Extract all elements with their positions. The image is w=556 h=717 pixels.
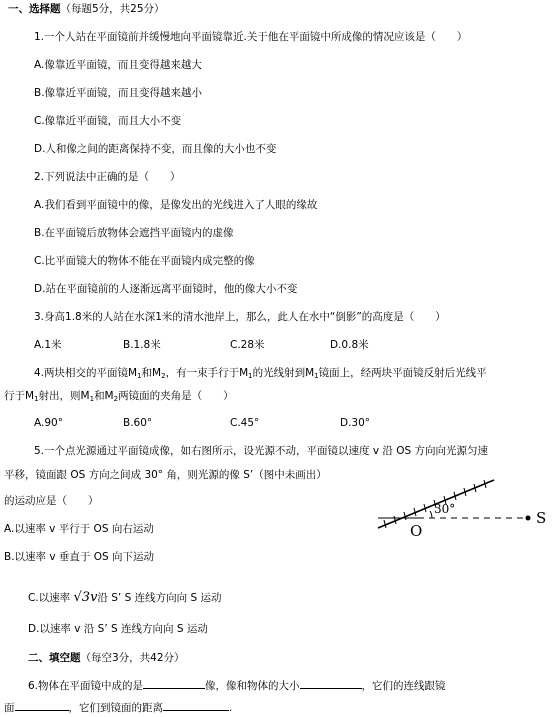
question-2-option-a: A.我们看到平面镜中的像，是像发出的光线进入了人眼的缘故 [34, 199, 318, 211]
fill-blank[interactable] [163, 699, 229, 711]
question-4-stem-line-1: 4.两块相交的平面镜$M_1$和$M_2$，有一束手行于$M_1$的光线射到$M_1$镜面上，经两块平面镜反射后光线平 [34, 367, 487, 380]
fill-blank[interactable] [300, 677, 362, 689]
question-6-line-1: 6.物体在平面镜中成的是 像，像和物体的大小 ，它们的连线跟镜 [28, 677, 446, 693]
section-2-title: 二、填空题 [28, 652, 81, 664]
section-1-note: （每题5分，共25分） [60, 3, 165, 15]
question-2-option-d: D.站在平面镜前的人逐渐远离平面镜时，他的像大小不变 [34, 283, 298, 295]
question-3-option-c: C.28米 [230, 339, 265, 351]
question-4-option-a: A.90° [34, 417, 63, 429]
question-1-option-a: A.像靠近平面镜，而且变得越来越大 [34, 59, 202, 71]
question-4-stem-line-2: 行于$M_1$射出，则$M_1$和$M_2$两镜面的夹角是（ ） [4, 390, 234, 403]
section-1-heading [8, 2, 165, 16]
mirror-figure [376, 476, 556, 538]
question-5-stem-line-1: 5.一个点光源通过平面镜成像，如右图所示，设光源不动，平面镜以速度 v 沿 OS 方向向光源匀速 [34, 445, 489, 457]
question-3-option-a: A.1米 [34, 339, 62, 351]
question-5-option-b: B.以速率 v 垂直于 OS 向下运动 [4, 551, 155, 563]
question-2-stem: 2.下列说法中正确的是（ ） [34, 171, 181, 183]
section-2-heading [28, 651, 185, 665]
light-source-dot [526, 516, 531, 521]
section-2-note: （每空3分，共42分） [80, 652, 185, 664]
section-1-title: 一、选择题 [8, 3, 61, 15]
question-5-option-c: C.以速率 √3v沿 S’ S 连线方向向 S 运动 [28, 590, 222, 605]
question-5-option-d: D.以速率 v 沿 S’ S 连线方向向 S 运动 [28, 623, 208, 635]
point-s-label: S [536, 509, 547, 527]
question-6-line-2: 面 ，它们到镜面的距离 . [4, 699, 232, 715]
question-3-option-b: B.1.8米 [123, 339, 161, 351]
point-o-label: O [410, 522, 423, 540]
angle-label: 30° [434, 502, 456, 516]
question-3-option-d: D.0.8米 [330, 339, 369, 351]
question-5-option-a: A.以速率 v 平行于 OS 向右运动 [4, 523, 154, 535]
question-1-stem: 1.一个人站在平面镜前并缓慢地向平面镜靠近.关于他在平面镜中所成像的情况应该是（ ） [34, 31, 468, 43]
question-2-option-b: B.在平面镜后放物体会遮挡平面镜内的虚像 [34, 227, 234, 239]
question-4-option-c: C.45° [230, 417, 260, 429]
question-4-option-b: B.60° [123, 417, 153, 429]
question-4-option-d: D.30° [340, 417, 371, 429]
question-1-option-d: D.人和像之间的距离保持不变，而且像的大小也不变 [34, 143, 277, 155]
question-2-option-c: C.比平面镜大的物体不能在平面镜内成完整的像 [34, 255, 255, 267]
question-1-option-c: C.像靠近平面镜，而且大小不变 [34, 115, 182, 127]
question-5-stem-line-2: 平移，镜面跟 OS 方向之间成 30° 角，则光源的像 S’（图中未画出） [4, 469, 327, 481]
fill-blank[interactable] [143, 677, 205, 689]
angle-arc [430, 511, 432, 518]
question-5-stem-line-3: 的运动应是（ ） [4, 495, 99, 507]
sqrt-3v-formula: √3v [73, 590, 98, 605]
question-3-stem: 3.身高1.8米的人站在水深1米的清水池岸上，那么，此人在水中“倒影”的高度是（ ） [34, 311, 446, 323]
fill-blank[interactable] [15, 699, 69, 711]
question-1-option-b: B.像靠近平面镜，而且变得越来越小 [34, 87, 203, 99]
